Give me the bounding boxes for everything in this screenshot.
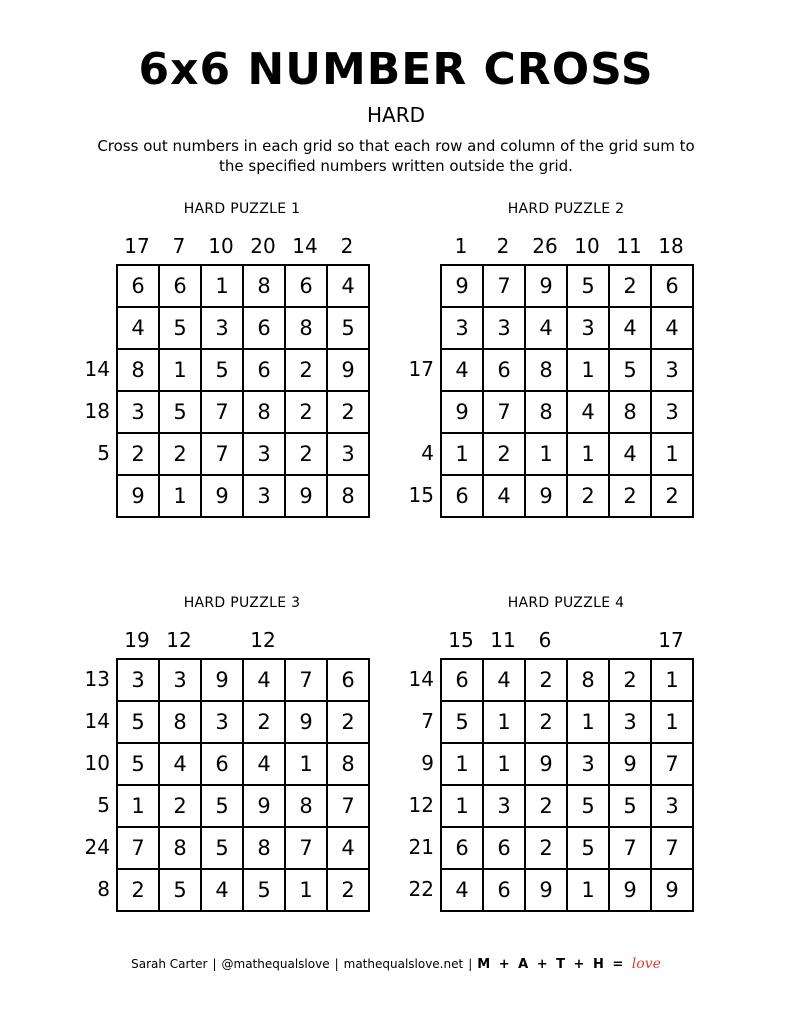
grid-cell[interactable]: 2 (483, 433, 525, 475)
grid-cell[interactable]: 3 (483, 785, 525, 827)
grid-cell[interactable]: 2 (285, 433, 327, 475)
column-sum: 11 (490, 628, 516, 652)
row-sum: 5 (97, 441, 110, 465)
grid-cell[interactable]: 2 (327, 391, 369, 433)
grid-cell[interactable]: 4 (609, 433, 651, 475)
grid-row (117, 659, 369, 701)
grid-cell[interactable]: 4 (483, 475, 525, 517)
instructions: Cross out numbers in each grid so that each row and column of the grid sum to the specified numbers written outside the grid. (97, 137, 695, 175)
grid-cell[interactable]: 7 (117, 827, 159, 869)
grid-cell[interactable]: 5 (159, 307, 201, 349)
grid-cell[interactable]: 1 (525, 433, 567, 475)
grid-cell[interactable]: 1 (159, 475, 201, 517)
grid-cell[interactable]: 4 (441, 869, 483, 911)
grid-cell[interactable]: 8 (159, 701, 201, 743)
grid-row (117, 433, 369, 475)
grid-row (441, 701, 693, 743)
grid-cell[interactable]: 2 (567, 475, 609, 517)
grid-cell[interactable]: 4 (243, 743, 285, 785)
grid-cell[interactable]: 9 (327, 349, 369, 391)
grid-cell[interactable]: 7 (651, 827, 693, 869)
grid-row (117, 391, 369, 433)
website-link[interactable]: mathequalslove.net (343, 957, 464, 971)
row-sum: 14 (84, 709, 110, 733)
grid-cell[interactable]: 5 (243, 869, 285, 911)
column-sums (440, 232, 692, 260)
grid-cell[interactable]: 6 (483, 869, 525, 911)
grid-cell[interactable]: 8 (285, 307, 327, 349)
grid-cell[interactable]: 3 (159, 659, 201, 701)
grid-row (441, 869, 693, 911)
grid-cell[interactable]: 8 (525, 349, 567, 391)
grid-cell[interactable]: 5 (567, 827, 609, 869)
grid-cell[interactable]: 2 (327, 701, 369, 743)
grid-cell[interactable]: 8 (243, 391, 285, 433)
grid-cell[interactable]: 2 (609, 265, 651, 307)
grid-cell[interactable]: 5 (441, 701, 483, 743)
grid-row (441, 349, 693, 391)
grid-cell[interactable]: 9 (651, 869, 693, 911)
grid-cell[interactable]: 9 (609, 743, 651, 785)
math-equals-love-logo (477, 957, 661, 972)
grid-cell[interactable]: 6 (483, 349, 525, 391)
grid-cell[interactable]: 2 (285, 349, 327, 391)
grid-cell[interactable]: 9 (285, 701, 327, 743)
grid-cell[interactable]: 6 (441, 659, 483, 701)
grid-cell[interactable]: 5 (201, 827, 243, 869)
grid-cell[interactable]: 8 (243, 827, 285, 869)
grid-cell[interactable]: 3 (243, 475, 285, 517)
column-sum (284, 626, 326, 654)
row-sums (394, 658, 434, 910)
page-title: 6x6 NUMBER CROSS (138, 44, 654, 95)
grid-cell[interactable]: 9 (201, 659, 243, 701)
grid-row (117, 827, 369, 869)
grid-cell[interactable]: 4 (327, 265, 369, 307)
column-sum: 10 (574, 234, 600, 258)
grid-row (117, 743, 369, 785)
row-sum: 14 (84, 357, 110, 381)
grid-cell[interactable]: 4 (525, 307, 567, 349)
grid-cell[interactable]: 5 (159, 869, 201, 911)
grid-cell[interactable]: 6 (483, 827, 525, 869)
column-sum: 15 (448, 628, 474, 652)
grid-cell[interactable]: 1 (483, 743, 525, 785)
grid-cell[interactable]: 2 (525, 785, 567, 827)
column-sum: 14 (292, 234, 318, 258)
grid-cell[interactable]: 2 (117, 869, 159, 911)
grid-cell[interactable]: 7 (609, 827, 651, 869)
row-sum: 14 (408, 667, 434, 691)
column-sum: 12 (166, 628, 192, 652)
grid-cell[interactable]: 9 (117, 475, 159, 517)
row-sum: 8 (97, 877, 110, 901)
grid-cell[interactable]: 9 (525, 869, 567, 911)
grid-cell[interactable]: 5 (567, 785, 609, 827)
row-sum: 13 (84, 667, 110, 691)
grid-cell[interactable]: 4 (441, 349, 483, 391)
column-sum (326, 626, 368, 654)
row-sum: 24 (84, 835, 110, 859)
grid-cell[interactable]: 4 (609, 307, 651, 349)
grid-cell[interactable]: 4 (567, 391, 609, 433)
grid-cell[interactable]: 3 (117, 391, 159, 433)
row-sum (70, 264, 110, 306)
grid-cell[interactable]: 2 (117, 433, 159, 475)
footer-separator: | (468, 957, 473, 971)
grid-cell[interactable]: 4 (159, 743, 201, 785)
grid-cell[interactable]: 6 (651, 265, 693, 307)
grid-cell[interactable]: 1 (567, 869, 609, 911)
grid-cell[interactable]: 4 (327, 827, 369, 869)
grid-cell[interactable]: 1 (651, 433, 693, 475)
column-sum: 17 (124, 234, 150, 258)
grid-cell[interactable]: 3 (243, 433, 285, 475)
row-sum (394, 306, 434, 348)
grid-cell[interactable]: 6 (117, 265, 159, 307)
difficulty-subtitle: HARD (366, 103, 426, 127)
grid-cell[interactable]: 7 (651, 743, 693, 785)
grid-cell[interactable]: 5 (567, 265, 609, 307)
grid-cell[interactable]: 9 (525, 475, 567, 517)
grid-cell[interactable]: 6 (243, 307, 285, 349)
grid-cell[interactable]: 9 (525, 743, 567, 785)
grid-cell[interactable]: 4 (483, 659, 525, 701)
column-sum: 26 (532, 234, 558, 258)
grid-row (117, 349, 369, 391)
grid-cell[interactable]: 1 (651, 701, 693, 743)
row-sum: 22 (408, 877, 434, 901)
grid-cell[interactable]: 5 (117, 743, 159, 785)
grid-row (441, 307, 693, 349)
number-grid (440, 658, 694, 912)
grid-row (117, 869, 369, 911)
grid-cell[interactable]: 3 (483, 307, 525, 349)
grid-cell[interactable]: 1 (567, 433, 609, 475)
column-sum: 2 (340, 234, 354, 258)
grid-cell[interactable]: 4 (201, 869, 243, 911)
number-grid (116, 658, 370, 912)
column-sum: 7 (172, 234, 186, 258)
number-grid (116, 264, 370, 518)
grid-cell[interactable]: 1 (651, 659, 693, 701)
row-sum: 15 (408, 483, 434, 507)
grid-cell[interactable]: 7 (327, 785, 369, 827)
column-sums (440, 626, 692, 654)
grid-cell[interactable]: 8 (327, 743, 369, 785)
footer-separator: | (212, 957, 217, 971)
grid-cell[interactable]: 3 (651, 391, 693, 433)
puzzle-label: HARD PUZZLE 3 (183, 595, 301, 611)
grid-cell[interactable]: 1 (201, 265, 243, 307)
column-sum: 17 (658, 628, 684, 652)
row-sum (394, 264, 434, 306)
row-sum: 10 (84, 751, 110, 775)
row-sums (394, 264, 434, 516)
grid-cell[interactable]: 3 (567, 743, 609, 785)
logo-letters: M + A + T + H = (477, 957, 626, 972)
row-sum (394, 390, 434, 432)
grid-cell[interactable]: 2 (159, 433, 201, 475)
row-sum: 5 (97, 793, 110, 817)
grid-cell[interactable]: 2 (525, 701, 567, 743)
grid-cell[interactable]: 6 (327, 659, 369, 701)
grid-cell[interactable]: 3 (201, 701, 243, 743)
row-sum (70, 474, 110, 516)
puzzle-label: HARD PUZZLE 4 (507, 595, 625, 611)
grid-cell[interactable]: 8 (567, 659, 609, 701)
grid-cell[interactable]: 8 (243, 265, 285, 307)
column-sum: 18 (658, 234, 684, 258)
grid-cell[interactable]: 3 (651, 785, 693, 827)
puzzle-label: HARD PUZZLE 2 (507, 201, 625, 217)
row-sum: 17 (408, 357, 434, 381)
column-sums (116, 232, 368, 260)
grid-cell[interactable]: 6 (201, 743, 243, 785)
grid-row (441, 391, 693, 433)
grid-cell[interactable]: 8 (525, 391, 567, 433)
grid-row (117, 475, 369, 517)
grid-cell[interactable]: 9 (609, 869, 651, 911)
grid-cell[interactable]: 1 (285, 743, 327, 785)
row-sum: 12 (408, 793, 434, 817)
grid-cell[interactable]: 6 (243, 349, 285, 391)
grid-cell[interactable]: 7 (483, 391, 525, 433)
column-sum: 2 (496, 234, 510, 258)
column-sum (566, 626, 608, 654)
footer-separator: | (334, 957, 339, 971)
grid-cell[interactable]: 1 (441, 743, 483, 785)
grid-cell[interactable]: 2 (525, 659, 567, 701)
grid-row (117, 701, 369, 743)
grid-cell[interactable]: 5 (159, 391, 201, 433)
grid-cell[interactable]: 4 (651, 307, 693, 349)
grid-row (441, 475, 693, 517)
grid-cell[interactable]: 1 (567, 701, 609, 743)
grid-cell[interactable]: 1 (117, 785, 159, 827)
column-sum: 12 (250, 628, 276, 652)
grid-row (441, 659, 693, 701)
column-sum: 1 (454, 234, 468, 258)
grid-cell[interactable]: 3 (327, 433, 369, 475)
grid-cell[interactable]: 8 (609, 391, 651, 433)
grid-cell[interactable]: 9 (441, 391, 483, 433)
grid-cell[interactable]: 1 (285, 869, 327, 911)
grid-row (441, 433, 693, 475)
grid-cell[interactable]: 2 (159, 785, 201, 827)
grid-cell[interactable]: 9 (285, 475, 327, 517)
grid-cell[interactable]: 6 (285, 265, 327, 307)
row-sum: 4 (421, 441, 434, 465)
grid-cell[interactable]: 4 (117, 307, 159, 349)
row-sum: 7 (421, 709, 434, 733)
column-sum (608, 626, 650, 654)
puzzle-label: HARD PUZZLE 1 (183, 201, 301, 217)
grid-cell[interactable]: 9 (441, 265, 483, 307)
grid-cell[interactable]: 3 (651, 349, 693, 391)
grid-cell[interactable]: 3 (609, 701, 651, 743)
grid-cell[interactable]: 2 (609, 475, 651, 517)
number-grid (440, 264, 694, 518)
column-sum: 10 (208, 234, 234, 258)
grid-cell[interactable]: 5 (117, 701, 159, 743)
grid-cell[interactable]: 3 (117, 659, 159, 701)
grid-cell[interactable]: 5 (327, 307, 369, 349)
row-sum: 21 (408, 835, 434, 859)
grid-cell[interactable]: 2 (243, 701, 285, 743)
grid-cell[interactable]: 7 (285, 827, 327, 869)
grid-cell[interactable]: 6 (159, 265, 201, 307)
grid-cell[interactable]: 7 (201, 433, 243, 475)
social-handle: @mathequalslove (221, 957, 330, 971)
grid-row (441, 743, 693, 785)
grid-cell[interactable]: 9 (243, 785, 285, 827)
grid-row (117, 307, 369, 349)
grid-cell[interactable]: 5 (609, 349, 651, 391)
grid-cell[interactable]: 5 (201, 785, 243, 827)
row-sum: 18 (84, 399, 110, 423)
grid-cell[interactable]: 1 (567, 349, 609, 391)
column-sum (200, 626, 242, 654)
grid-cell[interactable]: 6 (441, 827, 483, 869)
grid-cell[interactable]: 3 (567, 307, 609, 349)
grid-cell[interactable]: 1 (159, 349, 201, 391)
footer (0, 955, 792, 974)
grid-cell[interactable]: 8 (117, 349, 159, 391)
grid-cell[interactable]: 6 (441, 475, 483, 517)
row-sum: 9 (421, 751, 434, 775)
grid-row (441, 827, 693, 869)
grid-cell[interactable]: 8 (327, 475, 369, 517)
grid-cell[interactable]: 4 (243, 659, 285, 701)
grid-cell[interactable]: 5 (201, 349, 243, 391)
row-sums (70, 658, 110, 910)
grid-cell[interactable]: 2 (609, 659, 651, 701)
column-sum: 11 (616, 234, 642, 258)
row-sum (70, 306, 110, 348)
grid-cell[interactable]: 7 (201, 391, 243, 433)
grid-cell[interactable]: 1 (483, 701, 525, 743)
author-name: Sarah Carter (131, 957, 208, 971)
column-sums (116, 626, 368, 654)
grid-cell[interactable]: 9 (525, 265, 567, 307)
grid-cell[interactable]: 8 (159, 827, 201, 869)
grid-cell[interactable]: 7 (483, 265, 525, 307)
grid-cell[interactable]: 8 (285, 785, 327, 827)
column-sum: 6 (538, 628, 552, 652)
grid-cell[interactable]: 3 (441, 307, 483, 349)
grid-cell[interactable]: 2 (285, 391, 327, 433)
grid-cell[interactable]: 3 (201, 307, 243, 349)
column-sum: 20 (250, 234, 276, 258)
grid-row (117, 785, 369, 827)
grid-cell[interactable]: 2 (327, 869, 369, 911)
grid-cell[interactable]: 9 (201, 475, 243, 517)
grid-cell[interactable]: 7 (285, 659, 327, 701)
row-sums (70, 264, 110, 516)
grid-row (441, 785, 693, 827)
grid-row (117, 265, 369, 307)
grid-cell[interactable]: 1 (441, 785, 483, 827)
grid-cell[interactable]: 2 (651, 475, 693, 517)
grid-cell[interactable]: 1 (441, 433, 483, 475)
logo-love-word: love (631, 956, 661, 972)
grid-cell[interactable]: 5 (609, 785, 651, 827)
grid-cell[interactable]: 2 (525, 827, 567, 869)
column-sum: 19 (124, 628, 150, 652)
grid-row (441, 265, 693, 307)
